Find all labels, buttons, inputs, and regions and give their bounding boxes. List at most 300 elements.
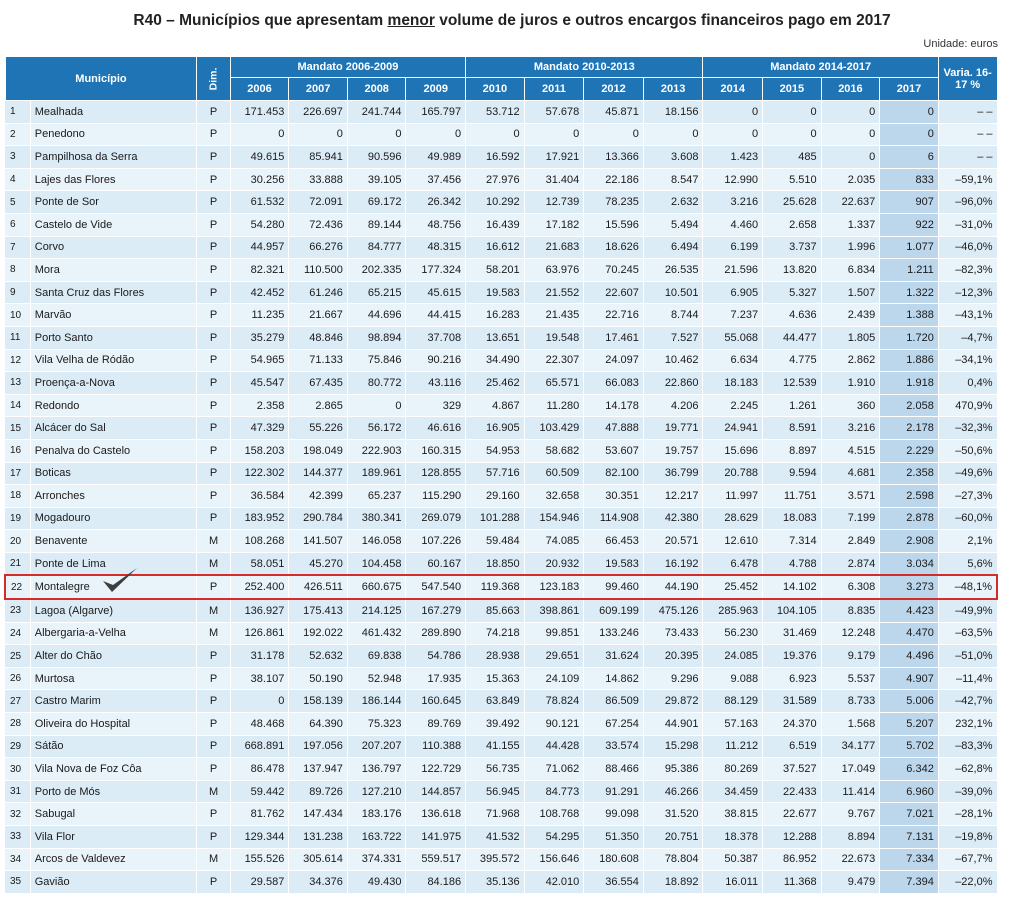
- value-2015: 2.658: [763, 213, 822, 236]
- dimension: P: [197, 372, 230, 395]
- row-number: 15: [5, 417, 30, 440]
- value-2013: 44.901: [643, 713, 703, 736]
- value-2006: 29.587: [230, 871, 289, 894]
- value-2007: 137.947: [289, 758, 348, 781]
- header-mandato-2010-2013: Mandato 2010-2013: [466, 57, 703, 78]
- value-2017: 2.908: [880, 530, 939, 553]
- value-2014: 9.088: [703, 667, 763, 690]
- value-2012: 31.624: [584, 645, 644, 668]
- value-2007: 50.190: [289, 667, 348, 690]
- value-2008: 89.144: [347, 213, 406, 236]
- row-number: 30: [5, 758, 30, 781]
- value-2017: 7.131: [880, 826, 939, 849]
- value-2012: 19.583: [584, 552, 644, 575]
- value-2009: 144.857: [406, 780, 466, 803]
- value-2009: 37.456: [406, 168, 466, 191]
- value-2011: 19.548: [524, 326, 584, 349]
- table-row: [5, 780, 997, 803]
- value-2015: 24.370: [763, 713, 822, 736]
- value-2007: 61.246: [289, 281, 348, 304]
- value-2012: 30.351: [584, 485, 644, 508]
- value-2006: 668.891: [230, 735, 289, 758]
- value-2008: 65.237: [347, 485, 406, 508]
- value-2015: 19.376: [763, 645, 822, 668]
- value-2011: 17.182: [524, 213, 584, 236]
- value-2014: 7.237: [703, 304, 763, 327]
- value-2010: 59.484: [466, 530, 525, 553]
- checkmark-icon: [100, 566, 140, 596]
- value-2013: 10.501: [643, 281, 703, 304]
- value-2015: 4.636: [763, 304, 822, 327]
- value-2011: 57.678: [524, 101, 584, 124]
- table-row: [5, 417, 997, 440]
- dimension: P: [197, 326, 230, 349]
- value-2010: 18.850: [466, 552, 525, 575]
- table-row: [5, 530, 997, 553]
- municipality-name: Vila Nova de Foz Côa: [30, 758, 197, 781]
- value-2012: 66.453: [584, 530, 644, 553]
- value-2012: 82.100: [584, 462, 644, 485]
- value-2016: 12.248: [821, 622, 880, 645]
- value-2012: 17.461: [584, 326, 644, 349]
- value-2014: 6.478: [703, 552, 763, 575]
- value-2006: 86.478: [230, 758, 289, 781]
- value-2013: 42.380: [643, 507, 703, 530]
- variation-value: –22,0%: [938, 871, 997, 894]
- value-2016: 0: [821, 101, 880, 124]
- value-2012: 88.466: [584, 758, 644, 781]
- row-number: 25: [5, 645, 30, 668]
- value-2015: 3.737: [763, 236, 822, 259]
- value-2006: 38.107: [230, 667, 289, 690]
- value-2010: 41.532: [466, 826, 525, 849]
- row-number: 7: [5, 236, 30, 259]
- municipality-name: Santa Cruz das Flores: [30, 281, 197, 304]
- value-2011: 99.851: [524, 622, 584, 645]
- table-row: [5, 645, 997, 668]
- value-2010: 16.439: [466, 213, 525, 236]
- value-2009: 160.315: [406, 439, 466, 462]
- value-2011: 21.552: [524, 281, 584, 304]
- header-year-2013: 2013: [643, 78, 703, 101]
- value-2006: 49.615: [230, 146, 289, 169]
- value-2013: 26.535: [643, 259, 703, 282]
- value-2009: 559.517: [406, 848, 466, 871]
- value-2017: 2.229: [880, 439, 939, 462]
- dimension: P: [197, 575, 230, 599]
- value-2006: 31.178: [230, 645, 289, 668]
- value-2014: 25.452: [703, 575, 763, 599]
- row-number: 29: [5, 735, 30, 758]
- value-2013: 29.872: [643, 690, 703, 713]
- value-2012: 53.607: [584, 439, 644, 462]
- variation-value: –51,0%: [938, 645, 997, 668]
- value-2011: 54.295: [524, 826, 584, 849]
- table-row: [5, 168, 997, 191]
- value-2014: 57.163: [703, 713, 763, 736]
- value-2011: 21.683: [524, 236, 584, 259]
- value-2014: 11.212: [703, 735, 763, 758]
- value-2017: 4.496: [880, 645, 939, 668]
- value-2007: 34.376: [289, 871, 348, 894]
- value-2017: 5.207: [880, 713, 939, 736]
- value-2006: 48.468: [230, 713, 289, 736]
- value-2009: 45.615: [406, 281, 466, 304]
- value-2007: 144.377: [289, 462, 348, 485]
- value-2009: 128.855: [406, 462, 466, 485]
- value-2016: 2.035: [821, 168, 880, 191]
- value-2007: 175.413: [289, 599, 348, 622]
- municipality-name: Vila Flor: [30, 826, 197, 849]
- value-2015: 18.083: [763, 507, 822, 530]
- value-2013: 20.751: [643, 826, 703, 849]
- header-year-2008: 2008: [347, 78, 406, 101]
- variation-value: 470,9%: [938, 394, 997, 417]
- value-2007: 305.614: [289, 848, 348, 871]
- title-text-underlined: menor: [387, 12, 435, 29]
- value-2013: 73.433: [643, 622, 703, 645]
- value-2008: 374.331: [347, 848, 406, 871]
- variation-value: 232,1%: [938, 713, 997, 736]
- value-2011: 60.509: [524, 462, 584, 485]
- row-number: 12: [5, 349, 30, 372]
- value-2009: 122.729: [406, 758, 466, 781]
- value-2013: 15.298: [643, 735, 703, 758]
- dimension: P: [197, 758, 230, 781]
- row-number: 18: [5, 485, 30, 508]
- value-2007: 226.697: [289, 101, 348, 124]
- municipality-name: Arronches: [30, 485, 197, 508]
- value-2014: 0: [703, 101, 763, 124]
- value-2010: 58.201: [466, 259, 525, 282]
- value-2006: 61.532: [230, 191, 289, 214]
- value-2013: 22.860: [643, 372, 703, 395]
- table-row: [5, 191, 997, 214]
- value-2012: 22.186: [584, 168, 644, 191]
- value-2011: 29.651: [524, 645, 584, 668]
- header-mandato-2006-2009: Mandato 2006-2009: [230, 57, 465, 78]
- value-2008: 189.961: [347, 462, 406, 485]
- value-2006: 82.321: [230, 259, 289, 282]
- value-2016: 4.515: [821, 439, 880, 462]
- value-2008: 39.105: [347, 168, 406, 191]
- dimension: P: [197, 735, 230, 758]
- dimension: P: [197, 667, 230, 690]
- value-2008: 146.058: [347, 530, 406, 553]
- value-2012: 45.871: [584, 101, 644, 124]
- value-2011: 20.932: [524, 552, 584, 575]
- variation-value: –49,6%: [938, 462, 997, 485]
- row-number: 9: [5, 281, 30, 304]
- municipality-name: Redondo: [30, 394, 197, 417]
- value-2012: 14.862: [584, 667, 644, 690]
- value-2016: 1.507: [821, 281, 880, 304]
- dimension: P: [197, 871, 230, 894]
- municipality-name: Castro Marim: [30, 690, 197, 713]
- value-2010: 25.462: [466, 372, 525, 395]
- value-2006: 0: [230, 690, 289, 713]
- value-2009: 115.290: [406, 485, 466, 508]
- value-2016: 1.805: [821, 326, 880, 349]
- value-2012: 0: [584, 123, 644, 146]
- value-2014: 285.963: [703, 599, 763, 622]
- row-number: 19: [5, 507, 30, 530]
- value-2006: 30.256: [230, 168, 289, 191]
- value-2010: 395.572: [466, 848, 525, 871]
- value-2007: 48.846: [289, 326, 348, 349]
- value-2013: 4.206: [643, 394, 703, 417]
- value-2013: 95.386: [643, 758, 703, 781]
- value-2007: 426.511: [289, 575, 348, 599]
- value-2013: 44.190: [643, 575, 703, 599]
- municipality-name: Albergaria-a-Velha: [30, 622, 197, 645]
- value-2013: 78.804: [643, 848, 703, 871]
- value-2014: 56.230: [703, 622, 763, 645]
- value-2016: 3.571: [821, 485, 880, 508]
- value-2016: 9.479: [821, 871, 880, 894]
- value-2010: 35.136: [466, 871, 525, 894]
- dimension: M: [197, 599, 230, 622]
- value-2014: 3.216: [703, 191, 763, 214]
- value-2014: 88.129: [703, 690, 763, 713]
- value-2008: 127.210: [347, 780, 406, 803]
- table-row: [5, 281, 997, 304]
- value-2007: 64.390: [289, 713, 348, 736]
- value-2010: 16.283: [466, 304, 525, 327]
- dimension: P: [197, 101, 230, 124]
- variation-value: – –: [938, 123, 997, 146]
- value-2016: 0: [821, 146, 880, 169]
- municipality-name: Lagoa (Algarve): [30, 599, 197, 622]
- value-2013: 0: [643, 123, 703, 146]
- value-2012: 15.596: [584, 213, 644, 236]
- dimension: P: [197, 485, 230, 508]
- value-2015: 13.820: [763, 259, 822, 282]
- value-2013: 10.462: [643, 349, 703, 372]
- value-2011: 42.010: [524, 871, 584, 894]
- value-2012: 114.908: [584, 507, 644, 530]
- value-2013: 5.494: [643, 213, 703, 236]
- value-2015: 31.589: [763, 690, 822, 713]
- value-2008: 65.215: [347, 281, 406, 304]
- value-2011: 17.921: [524, 146, 584, 169]
- value-2008: 56.172: [347, 417, 406, 440]
- value-2008: 136.797: [347, 758, 406, 781]
- value-2007: 198.049: [289, 439, 348, 462]
- value-2015: 485: [763, 146, 822, 169]
- variation-value: –59,1%: [938, 168, 997, 191]
- dimension: M: [197, 552, 230, 575]
- value-2009: 17.935: [406, 667, 466, 690]
- value-2010: 4.867: [466, 394, 525, 417]
- value-2006: 59.442: [230, 780, 289, 803]
- value-2012: 51.350: [584, 826, 644, 849]
- value-2009: 329: [406, 394, 466, 417]
- value-2009: 49.989: [406, 146, 466, 169]
- value-2016: 7.199: [821, 507, 880, 530]
- value-2012: 13.366: [584, 146, 644, 169]
- value-2015: 6.519: [763, 735, 822, 758]
- variation-value: –39,0%: [938, 780, 997, 803]
- value-2006: 2.358: [230, 394, 289, 417]
- value-2012: 24.097: [584, 349, 644, 372]
- dimension: P: [197, 826, 230, 849]
- dimension: P: [197, 213, 230, 236]
- value-2017: 4.907: [880, 667, 939, 690]
- value-2009: 26.342: [406, 191, 466, 214]
- dimension: P: [197, 304, 230, 327]
- value-2012: 36.554: [584, 871, 644, 894]
- value-2011: 12.739: [524, 191, 584, 214]
- value-2009: 54.786: [406, 645, 466, 668]
- header-year-2017: 2017: [880, 78, 939, 101]
- value-2012: 18.626: [584, 236, 644, 259]
- value-2011: 108.768: [524, 803, 584, 826]
- municipality-name: Penedono: [30, 123, 197, 146]
- value-2015: 12.539: [763, 372, 822, 395]
- value-2006: 136.927: [230, 599, 289, 622]
- variation-value: –12,3%: [938, 281, 997, 304]
- variation-value: –67,7%: [938, 848, 997, 871]
- value-2009: 0: [406, 123, 466, 146]
- value-2017: 5.702: [880, 735, 939, 758]
- value-2015: 0: [763, 101, 822, 124]
- row-number: 23: [5, 599, 30, 622]
- value-2014: 15.696: [703, 439, 763, 462]
- value-2016: 22.637: [821, 191, 880, 214]
- variation-value: –96,0%: [938, 191, 997, 214]
- row-number: 34: [5, 848, 30, 871]
- value-2009: 89.769: [406, 713, 466, 736]
- value-2016: 1.996: [821, 236, 880, 259]
- variation-value: –19,8%: [938, 826, 997, 849]
- municipality-name: Mogadouro: [30, 507, 197, 530]
- table-row: [5, 123, 997, 146]
- value-2013: 36.799: [643, 462, 703, 485]
- value-2015: 11.751: [763, 485, 822, 508]
- municipality-name: Ponte de Lima: [30, 552, 197, 575]
- header-year-2011: 2011: [524, 78, 584, 101]
- value-2011: 32.658: [524, 485, 584, 508]
- value-2010: 63.849: [466, 690, 525, 713]
- value-2012: 67.254: [584, 713, 644, 736]
- value-2010: 27.976: [466, 168, 525, 191]
- dimension: P: [197, 439, 230, 462]
- value-2009: 44.415: [406, 304, 466, 327]
- table-row-highlighted: [5, 575, 997, 599]
- value-2015: 37.527: [763, 758, 822, 781]
- variation-value: –49,9%: [938, 599, 997, 622]
- municipality-name: Vila Velha de Ródão: [30, 349, 197, 372]
- value-2007: 131.238: [289, 826, 348, 849]
- dimension: P: [197, 191, 230, 214]
- value-2016: 8.835: [821, 599, 880, 622]
- dimension: M: [197, 780, 230, 803]
- dimension: M: [197, 622, 230, 645]
- value-2007: 42.399: [289, 485, 348, 508]
- value-2013: 6.494: [643, 236, 703, 259]
- header-year-2016: 2016: [821, 78, 880, 101]
- value-2015: 86.952: [763, 848, 822, 871]
- value-2008: 183.176: [347, 803, 406, 826]
- value-2017: 1.211: [880, 259, 939, 282]
- header-municipio: Município: [5, 57, 197, 101]
- table-row: [5, 826, 997, 849]
- value-2010: 56.735: [466, 758, 525, 781]
- value-2014: 20.788: [703, 462, 763, 485]
- value-2014: 80.269: [703, 758, 763, 781]
- value-2007: 2.865: [289, 394, 348, 417]
- value-2008: 207.207: [347, 735, 406, 758]
- value-2015: 4.775: [763, 349, 822, 372]
- value-2008: 0: [347, 394, 406, 417]
- value-2016: 2.849: [821, 530, 880, 553]
- value-2008: 241.744: [347, 101, 406, 124]
- row-number: 32: [5, 803, 30, 826]
- dimension: P: [197, 417, 230, 440]
- row-number: 11: [5, 326, 30, 349]
- value-2007: 192.022: [289, 622, 348, 645]
- table-row: [5, 735, 997, 758]
- value-2008: 380.341: [347, 507, 406, 530]
- value-2006: 81.762: [230, 803, 289, 826]
- value-2014: 34.459: [703, 780, 763, 803]
- value-2011: 58.682: [524, 439, 584, 462]
- value-2007: 66.276: [289, 236, 348, 259]
- value-2012: 133.246: [584, 622, 644, 645]
- row-number: 5: [5, 191, 30, 214]
- municipality-name: Alter do Chão: [30, 645, 197, 668]
- variation-value: – –: [938, 146, 997, 169]
- value-2016: 0: [821, 123, 880, 146]
- value-2017: 4.470: [880, 622, 939, 645]
- value-2008: 186.144: [347, 690, 406, 713]
- municipality-name: Marvão: [30, 304, 197, 327]
- value-2016: 9.179: [821, 645, 880, 668]
- value-2013: 3.608: [643, 146, 703, 169]
- value-2013: 9.296: [643, 667, 703, 690]
- variation-value: –11,4%: [938, 667, 997, 690]
- value-2009: 136.618: [406, 803, 466, 826]
- value-2006: 44.957: [230, 236, 289, 259]
- value-2017: 3.273: [880, 575, 939, 599]
- municipality-name: Gavião: [30, 871, 197, 894]
- value-2006: 54.965: [230, 349, 289, 372]
- value-2015: 1.261: [763, 394, 822, 417]
- municipality-name: Alcácer do Sal: [30, 417, 197, 440]
- value-2013: 20.395: [643, 645, 703, 668]
- value-2016: 8.733: [821, 690, 880, 713]
- value-2014: 55.068: [703, 326, 763, 349]
- value-2017: 3.034: [880, 552, 939, 575]
- municipality-name: Mora: [30, 259, 197, 282]
- value-2007: 72.436: [289, 213, 348, 236]
- value-2017: 1.077: [880, 236, 939, 259]
- value-2015: 44.477: [763, 326, 822, 349]
- row-number: 31: [5, 780, 30, 803]
- header-mandato-2014-2017: Mandato 2014-2017: [703, 57, 938, 78]
- dimension: M: [197, 530, 230, 553]
- value-2010: 16.612: [466, 236, 525, 259]
- table-row: [5, 507, 997, 530]
- row-number: 2: [5, 123, 30, 146]
- municipality-name: Sabugal: [30, 803, 197, 826]
- value-2007: 197.056: [289, 735, 348, 758]
- value-2013: 8.547: [643, 168, 703, 191]
- value-2007: 89.726: [289, 780, 348, 803]
- value-2010: 16.592: [466, 146, 525, 169]
- value-2011: 90.121: [524, 713, 584, 736]
